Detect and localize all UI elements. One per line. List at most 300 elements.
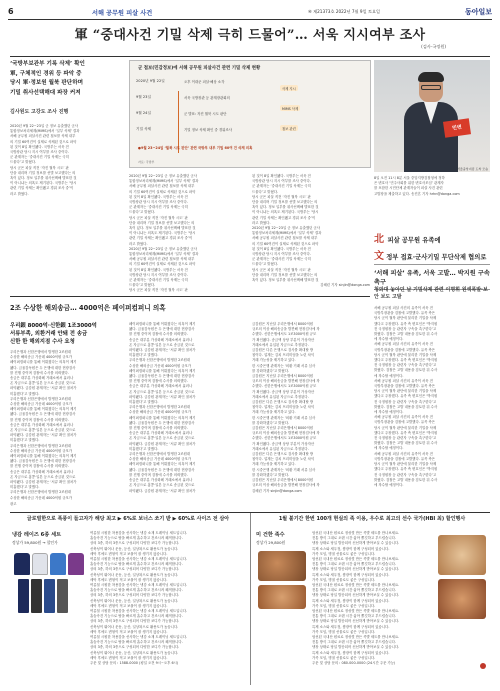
ad-line: 전통 방식 그대로 오랜 시간 삶아 쫄깃하고 부드럽습니다. — [312, 588, 396, 593]
body-line: 당시 군은 피살 직전 ‘자진 월북 시도’ 판 — [10, 165, 69, 170]
jacket-purple — [68, 553, 84, 575]
ad-line: 특제 소스와 새우젓, 쌈장이 함께 구성되어 있습니다. — [312, 624, 390, 629]
ad-line: 주문 및 상담 문의 : 080-000-0000 (24시간 주문 가능) — [312, 661, 396, 666]
body-line: 군 관계자는 ‘중대사건 기밀 삭제는 극히 — [129, 278, 188, 283]
body-line: 했다고 주장했다. 유족 측 변호인은 ‘박지원 — [374, 358, 438, 363]
pants-black — [31, 579, 42, 613]
body-line: 된 것이 8일 확인됐다. 국방부는 서욱 전 — [252, 246, 311, 251]
body-line: 된 것이 8일 확인됐다. 국방부는 서욱 전 — [10, 144, 69, 149]
body-line: 금감원은 지난달 우리은행에서 8000억원 — [252, 322, 313, 326]
ad-line: 전통 방식 그대로 오랜 시간 삶아 쫄깃하고 부드럽습니다. — [312, 536, 396, 541]
body-line: 국방부장관을 검찰에 고발했다. 유족 측은 — [374, 384, 436, 389]
ad-line: 특제 소스와 새우젓, 쌈장이 함께 구성되어 있습니다. — [312, 598, 390, 603]
ad-right-product: 미 건한 족수 — [256, 532, 285, 538]
body-line: 파악됐다. 금감원 관계자는 ‘서류 확인 절차가 — [129, 488, 196, 493]
body-line: 수했다. 신한은행에서도 1조3000억원 규모 — [252, 436, 317, 441]
body-line: 의 기밀 60여건이 실제로 삭제된 것으로 파악 — [252, 241, 319, 246]
body-line: 가 확인됐다. 송금액 상당 부분이 가상자산 — [252, 441, 315, 446]
body-line: 수상한 해외송금 가운데 4000억원 규모가 — [10, 402, 73, 407]
ad-line: 세탁 후에도 변형이 적고 보풀이 잘 생기지 않습니다. — [90, 655, 168, 660]
ad-line: 상의 3종, 하의 3종으로 구성되어 다양한 코디가 가능합니다. — [90, 593, 180, 598]
ad-line: 상의 3종, 하의 3종으로 구성되어 다양한 코디가 가능합니다. — [90, 541, 180, 546]
body-line: 침이다. 업계는 김치 프리미엄을 노린 차익 — [252, 457, 315, 462]
ad-line: 세탁 후에도 변형이 적고 보풀이 잘 생기지 않습니다. — [90, 551, 168, 556]
body-line: 수상한 해외송금 가운데 4000억원 규모가 — [129, 457, 192, 462]
ad-line: 전통 방식 그대로 오랜 시간 삶아 쫄깃하고 부드럽습니다. — [312, 614, 396, 619]
deck — [10, 60, 120, 98]
ad-line: 냉장 상태로 당일 발송되어 신선하게 받아보실 수 있습니다. — [312, 645, 400, 650]
body-line: 규모의 이상 해외송금을 발견해 현장검사에 착 — [252, 483, 320, 488]
body-line: 파악됐다. 금감원 관계자는 ‘서류 확인 절차가 — [10, 480, 77, 485]
body-line: 2020년 9월 22~23일 군 정보 유출했던 군사 — [129, 246, 198, 251]
body-line: 를 진행 중이며 검찰에 수사를 의뢰했다. — [10, 370, 69, 375]
body-line: 이 아니냐는 의혹도 제기된다. 국방부는 ‘당시 — [252, 210, 319, 215]
ad-line: 흡습속건 기능으로 땀을 빠르게 흡수하고 건조시켜 쾌적합니다. — [90, 614, 183, 619]
body-line: 서해 공무원 피살 사건의 유족이 서욱 전 — [374, 378, 433, 383]
ad-left-price: 정상가 59,800원 → 할인가 — [12, 540, 58, 545]
body-line: 혹이 있다. 정보 일부를 취사선택해 발표한 것 — [252, 205, 319, 210]
newspaper-logo: 동아일보 — [464, 7, 492, 16]
ad-line: 상의 3종, 하의 3종으로 구성되어 다양한 코디가 가능합니다. — [90, 567, 180, 572]
body-line: 당시 군은 피살 직전 ‘자진 월북 시도’ 판 — [252, 194, 311, 199]
jacket-white — [32, 553, 48, 575]
body-line: 밝혔다. 검찰은 고발 내용을 검토한 뒤 수사 — [374, 441, 438, 446]
body-line: 전 국정원장 등 관련자 구속을 촉구한다’고 — [374, 436, 437, 441]
body-line: 수상한 해외송금 가운데 4000억원 규모가 — [129, 363, 192, 368]
body-line: 페이퍼컴퍼니를 통해 이뤄졌다는 의혹이 제기 — [129, 415, 196, 420]
body-line: 파악됐다. 금감원 관계자는 ‘서류 확인 절차가 — [129, 441, 196, 446]
body-line: 금감원은 지난달 우리은행에서 8000억원 — [252, 374, 313, 379]
ad-line: 엄선된 국내산 원료로 정성껏 만든 족발 세트를 만나보세요. — [312, 531, 400, 535]
body-line: 송금은 대부분 가상화폐 거래소에서 흘러나 — [129, 384, 193, 389]
ad-line: 여름철 시원한 착용감을 선사하는 냉감 소재 트레이닝 세트입니다. — [90, 531, 188, 535]
pants-blue — [44, 579, 55, 613]
body-line: 국방장관 당시 지시 여부를 조사 중이다. — [10, 150, 69, 155]
body-line: 전 국정원장 등 관련자 구속을 촉구한다’고 — [374, 472, 437, 477]
body-line: 미흡했다’고 말했다. — [129, 400, 159, 405]
infographic-tag: MIMS 삭제 — [282, 106, 299, 111]
body-line: 파악됐다. 금감원 관계자는 ‘서류 확인 절차가 — [10, 433, 77, 438]
infographic-title: 군 첩보(민감정보)에 서해 공무원 피살사건 관련 기밀 삭제 현황 — [138, 66, 261, 71]
ad-line: 전통 방식 그대로 오랜 시간 삶아 쫄깃하고 부드럽습니다. — [312, 562, 396, 567]
pull-quote-text: 정부 접효·군사기밀 무단삭제 협의로 — [386, 254, 487, 261]
ad-line: 냉장 상태로 당일 발송되어 신선하게 받아보실 수 있습니다. — [312, 541, 400, 546]
body-line: 페이퍼컴퍼니를 통해 이뤄졌다는 의혹이 제기 — [10, 360, 77, 365]
body-line: 를 강화하겠다’고 밝혔다. — [252, 472, 290, 477]
body-line: 에 착수할 예정이다. — [374, 373, 404, 378]
deck-subline: 김사원도 고강도 조사 진행 — [10, 109, 69, 115]
ad-line: 엄선된 국내산 원료로 정성껏 만든 족발 세트를 만나보세요. — [312, 583, 400, 588]
body-line: 전 국정원장 등 관련자 구속을 촉구한다’고 — [374, 399, 437, 404]
protest-sign: 민변 — [443, 118, 471, 137]
timeline-step-time: 9월 23일 — [136, 95, 151, 99]
ad-divider — [250, 513, 251, 685]
ad-line: 특제 소스와 새우젓, 쌈장이 함께 구성되어 있습니다. — [312, 546, 390, 551]
body-line: 의 기밀 60여건이 실제로 삭제된 것으로 파악 — [129, 262, 196, 267]
pants-navy — [18, 579, 29, 613]
body-line: 송금은 대부분 가상화폐 거래소에서 흘러나 — [10, 376, 74, 381]
body-line: 2020년 9월 22~23일 군 정보 유출했던 군사 — [252, 226, 321, 231]
ad-left-product: 냉감 레이즈 6종 세트 — [12, 532, 62, 538]
body-line: 의 기밀 60여건이 실제로 삭제된 것으로 파악 — [129, 189, 196, 194]
body-line: 온 자금으로 홍콩·일본 등으로 송금된 것으로 — [129, 436, 195, 441]
body-line: 침이다. 업계는 김치 프리미엄을 노린 차익 — [252, 405, 315, 410]
photo-caption-body — [374, 176, 490, 197]
body-line: 관련 기밀 삭제는 확인됐고 경위 조사 중’이 — [129, 236, 193, 241]
body-line: 규모의 이상 해외송금을 발견해 현장검사에 착 — [252, 379, 320, 384]
section-title: 서해 공무원 피살 사건 — [92, 10, 153, 17]
pull-quote-line1 — [374, 230, 490, 245]
ad-line: 가족 모임, 명절 선물로도 좋은 구성입니다. — [312, 577, 376, 582]
body-line: 송금은 대부분 가상화폐 거래소에서 흘러나 — [10, 422, 74, 427]
story2-lead-line: 서류부족, 외환거래 안돼 전 송금 — [10, 331, 88, 337]
ad-line: 흡습속건 기능으로 땀을 빠르게 흡수하고 건조시켜 쾌적합니다. — [90, 588, 183, 593]
ad-line: 신축성이 뛰어나 운동, 등산, 일상복으로 활용도가 높습니다. — [90, 650, 179, 655]
body-line: 한 시중은행 관계자는 ‘외환 거래 서류 심사 — [252, 415, 316, 420]
body-line: 페이퍼컴퍼니를 통해 이뤄졌다는 의혹이 제기 — [129, 322, 196, 326]
body-line: 송금은 대부분 가상화폐 거래소에서 흘러나 — [129, 337, 193, 342]
body-line: 됐다. 금융감독원은 두 은행에 대한 현장검사 — [10, 412, 76, 417]
body-line: 당시 군이 월북 판단에 불리한 기밀을 삭제 — [374, 316, 437, 321]
body-line: 밝혔다. 검찰은 고발 내용을 검토한 뒤 수사 — [374, 332, 438, 337]
body-line: 를 진행 중이며 검찰에 수사를 의뢰했다. — [129, 379, 188, 384]
ad-line: 엄선된 국내산 원료로 정성껏 만든 족발 세트를 만나보세요. — [312, 609, 400, 614]
body-line: 했다고 주장했다. 유족 측 변호인은 ‘박지원 — [374, 394, 438, 399]
ad-line: 흡습속건 기능으로 땀을 빠르게 흡수하고 건조시켜 쾌적합니다. — [90, 640, 183, 645]
timeline-step-time: 기밀 삭제 — [136, 127, 152, 131]
ad-line: 세탁 후에도 변형이 적고 보풀이 잘 생기지 않습니다. — [90, 603, 168, 608]
body-line: 했다고 주장했다. 유족 측 변호인은 ‘박지원 — [374, 430, 438, 435]
body-line: 온 자금으로 홍콩·일본 등으로 송금된 것으로 — [129, 483, 195, 488]
ad-line: 엄선된 국내산 원료로 정성껏 만든 족발 세트를 만나보세요. — [312, 635, 400, 640]
body-line: 금감원은 지난달 우리은행에서 8000억원 — [252, 478, 313, 483]
body-line: 우리은행과 신한은행에서 발생한 2조원대 — [10, 396, 72, 401]
body-line: 파악됐다. 금감원 관계자는 ‘서류 확인 절차가 — [10, 386, 77, 391]
deck-line: 기밀 취사선택해대 파장 커져 — [10, 89, 81, 96]
news-photo — [374, 60, 490, 172]
body-line: 단을 내리며 기밀 정보를 선별 보고했다는 의 — [252, 200, 318, 205]
body-line: 를 진행 중이며 검찰에 수사를 의뢰했다. — [10, 417, 69, 422]
body-line: 통합정보처리체계(MIMS)에서 ‘일부 삭제’ 결과 — [252, 231, 322, 236]
ad-line: 냉장 상태로 당일 발송되어 신선하게 받아보실 수 있습니다. — [312, 567, 400, 572]
body-line: 됐다. 금융감독원은 두 은행에 대한 현장검사 — [129, 374, 195, 379]
body-line: 드물다’고 밝혔다. — [252, 262, 279, 267]
body-line: 수상한 해외송금 가운데 4000억원 규모가 — [129, 410, 192, 415]
ad-line: 신축성이 뛰어나 운동, 등산, 일상복으로 활용도가 높습니다. — [90, 624, 179, 629]
ad-line: 특제 소스와 새우젓, 쌈장이 함께 구성되어 있습니다. — [312, 572, 390, 577]
body-line: 페이퍼컴퍼니를 통해 이뤄졌다는 의혹이 제기 — [129, 462, 196, 467]
page-number: 6 — [8, 7, 14, 16]
body-line: 가 확인됐다. 송금액 상당 부분이 가상자산 — [252, 389, 315, 394]
body-line: 이 아니냐는 의혹도 제기된다. 국방부는 ‘당시 — [10, 181, 77, 186]
body-line: 밝혔다. 검찰은 고발 내용을 검토한 뒤 수사 — [374, 368, 438, 373]
body-line: 당시 군이 월북 판단에 불리한 기밀을 삭제 — [374, 389, 437, 394]
timeline-step-text: 군 발표: 자진 월북 시도 판단 — [184, 112, 227, 116]
ad-line: 세탁 후에도 변형이 적고 보풀이 잘 생기지 않습니다. — [90, 629, 168, 634]
pull-quote-line2 — [374, 247, 490, 262]
body-line: 당시 군은 피살 직전 ‘자진 월북 시도’ 판 — [252, 267, 311, 272]
pull-quote — [374, 230, 490, 262]
food-dish-image — [438, 579, 486, 619]
headline-rule — [10, 56, 490, 57]
body-line: 관련 기밀 삭제는 확인됐고 경위 조사 중’이 — [252, 215, 316, 220]
pork-trotter-image — [258, 551, 306, 581]
brand-seal-icon — [480, 663, 486, 669]
body-line: 서해 공무원 피살 사건의 유족이 서욱 전 — [374, 451, 433, 456]
body-line: 온 자금으로 홍콩·일본 등으로 송금된 것으로 — [10, 474, 76, 479]
body-line: 됐다. 금융감독원은 두 은행에 대한 현장검사 — [129, 327, 195, 332]
body-line: 국방부장관을 검찰에 고발했다. 유족 측은 — [374, 420, 436, 425]
ad-line: 가족 모임, 명절 선물로도 좋은 구성입니다. — [312, 603, 376, 608]
deck-line: ‘국방부보관부 기록 삭제’ 확인 — [10, 61, 85, 67]
body-line: 우리은행과 신한은행에서 발생한 2조원대 — [129, 358, 191, 363]
body-line: 온 자금으로 홍콩·일본 등으로 송금된 것으로 — [129, 342, 195, 347]
ad-line: 여름철 시원한 착용감을 선사하는 냉감 소재 트레이닝 세트입니다. — [90, 609, 188, 614]
body-line: 송금은 대부분 가상화폐 거래소에서 흘러나 — [10, 469, 74, 474]
body-line: 거래소에서 유입된 자금으로 추정된다. — [252, 342, 309, 347]
timeline-axis — [178, 91, 179, 153]
body-line: 금감원은 지난달 우리은행에서 8000억원 — [252, 426, 313, 431]
body-line: 혹이 있다. 정보 일부를 취사선택해 발표한 것 — [129, 226, 196, 231]
clothes-image — [14, 553, 84, 575]
body-line: 이 아니냐는 의혹도 제기된다. 국방부는 ‘당시 — [129, 231, 196, 236]
article-body-col1 — [10, 124, 124, 197]
timeline-step-text: 기밀 정보 삭제 확인 중 경위조사 — [184, 128, 232, 132]
body-line: 당시 군은 피살 직전 ‘자진 월북 시도’ 판 — [129, 288, 188, 293]
ad-line: 가족 모임, 명절 선물로도 좋은 구성입니다. — [312, 655, 376, 660]
body-line: 온 자금으로 홍콩·일본 등으로 송금된 것으로 — [10, 381, 76, 386]
body-line: 파악됐다. 금감원 관계자는 ‘서류 확인 절차가 — [129, 348, 196, 353]
body-line: 금감원은 다른 은행으로 검사를 확대할 방 — [252, 400, 314, 405]
body-line: 혹이 있다. 정보 일부를 취사선택해 발표한 것 — [10, 176, 77, 181]
story2-body-col2 — [129, 322, 247, 494]
pull-quote-emphasis: 北 — [374, 234, 384, 245]
body-line: 된 것이 8일 확인됐다. 국방부는 서욱 전 — [129, 267, 188, 272]
body-line: 됐다. 금융감독원은 두 은행에 대한 현장검사 — [129, 420, 195, 425]
ad-left-body — [90, 531, 246, 666]
body-line: 우리은행과 신한은행에서 발생한 2조원대 — [10, 350, 72, 354]
photo-caption: 서울중앙지검 도착 모습 — [457, 167, 488, 171]
body-line: 서해 공무원 피살사건 관련 첩보를 삭제 내부 — [129, 184, 195, 189]
body-line: 국방장관 당시 지시 여부를 조사 중이다. — [129, 272, 188, 277]
ad-line: 신축성이 뛰어나 운동, 등산, 일상복으로 활용도가 높습니다. — [90, 572, 179, 577]
body-line: 페이퍼컴퍼니를 통해 이뤄졌다는 의혹이 제기 — [10, 407, 77, 412]
body-line: 단을 내리며 기밀 정보를 선별 보고했다는 의 — [129, 220, 195, 225]
body-line: 규모의 이상 해외송금을 발견해 현장검사에 착 — [252, 431, 320, 436]
pull-quote-emphasis: 文 — [374, 251, 384, 262]
ad-right-body — [312, 531, 432, 666]
body-line: 서해 공무원 피살 사건의 유족이 서욱 전 — [374, 415, 433, 420]
story2-lead-line: 신한 한 해외지점 수사 요청 — [10, 339, 75, 345]
timeline-step-text: 오후 이대준 피살·해상 소각 — [184, 80, 225, 84]
body-line: 가 확인됐다. 송금액 상당 부분이 가상자산 — [252, 337, 315, 342]
issue-date: ④ 제21373호 2022년 7월 9일 토요일 — [308, 9, 381, 14]
body-line: 수상한 해외송금 가운데 4000억원 규모가 — [10, 495, 73, 500]
body-line: 파악됐다. 금감원 관계자는 ‘서류 확인 절차가 — [129, 394, 196, 399]
body-line: 당시 군은 피살 직전 ‘자진 월북 시도’ 판 — [129, 215, 188, 220]
body-line: 전 국정원장 등 관련자 구속을 촉구한다’고 — [374, 363, 437, 368]
body-line: 거래 가능성을 제기하고 있다. — [252, 358, 296, 363]
body-line: 드물다’고 밝혔다. — [129, 210, 156, 215]
advertisement — [10, 502, 490, 684]
pants-grey — [57, 579, 68, 613]
ad-line: 여름철 시원한 착용감을 선사하는 냉감 소재 트레이닝 세트입니다. — [90, 557, 188, 562]
pull-quote-text: 피살 공무원 유족에 — [387, 237, 441, 244]
body-line: 국방부장관을 검찰에 고발했다. 유족 측은 — [374, 456, 436, 461]
ad-line: 여름철 시원한 착용감을 선사하는 냉감 소재 트레이닝 세트입니다. — [90, 635, 188, 640]
sidebar-subhead-text: 청와대 놓아던 날 기밀삭제 관련 이명휘 원색폭발·보안 보도 고발 — [374, 287, 488, 300]
body-line: 미흡했다’고 말했다. — [129, 353, 159, 358]
body-line: 를 진행 중이며 검찰에 수사를 의뢰했다. — [129, 426, 188, 431]
infographic-footnote: ●9월 23~24일 ‘월북 시도 판단’ 관련 국방부 내부 기밀 60여 건 삭제 의혹 — [138, 146, 253, 150]
ad-line: 냉장 상태로 당일 발송되어 신선하게 받아보실 수 있습니다. — [312, 619, 400, 624]
body-line: 군 관계자는 ‘중대사건 기밀 삭제는 극히 — [252, 184, 311, 189]
body-line: 거래 가능성을 제기하고 있다. — [252, 410, 296, 415]
ad-line: 주문 및 상담 문의 : 1588-0000 (평일 오전 9시~오후 6시) — [90, 661, 179, 666]
body-line: 거래소에서 유입된 자금으로 추정된다. — [252, 446, 309, 451]
body-line: 미흡했다’고 말했다. — [10, 485, 40, 490]
body-line: 를 포함한 시민단체 관계자들이 피살 사건 관련 — [374, 186, 443, 191]
body-line: 미흡했다’고 말했다. — [10, 391, 40, 396]
body-line: 한 시중은행 관계자는 ‘외환 거래 서류 심사 — [252, 467, 316, 472]
ad-line: 가족 모임, 명절 선물로도 좋은 구성입니다. — [312, 551, 376, 556]
body-line: 드물다’고 밝혔다. — [129, 283, 156, 288]
timeline-step-time: 9월 24일 — [136, 111, 151, 115]
body-line: 를 강화하겠다’고 밝혔다. — [252, 420, 290, 425]
body-line: 은 변호사 ‘민주사회를 위한 변호사모임’ 관계자 — [374, 181, 444, 186]
article-body-col3-top — [252, 174, 370, 288]
body-line: 군 관계자는 ‘중대사건 기밀 삭제는 극히 — [129, 205, 188, 210]
body-line: 드물다’고 밝혔다. — [252, 189, 279, 194]
ad-line: 가족 모임, 명절 선물로도 좋은 구성입니다. — [312, 629, 376, 634]
infographic-tag: 삭제 지시 — [282, 86, 296, 91]
body-line: 우리은행과 신한은행에서 발생한 2조원대 — [10, 490, 72, 495]
ad-line: 냉장 상태로 당일 발송되어 신선하게 받아보실 수 있습니다. — [312, 593, 400, 598]
body-line: 단을 내리며 기밀 정보를 선별 보고했다는 의 — [10, 170, 76, 175]
body-line: 밝혔다. 검찰은 고발 내용을 검토한 뒤 수사 — [374, 477, 438, 482]
reporter-email: 김혜린 기자 sinjin@donga.com — [252, 488, 302, 493]
body-line: 를 진행 중이며 검찰에 수사를 의뢰했다. — [129, 332, 188, 337]
sliced-meat-image — [258, 585, 306, 609]
story2-lead-line: 우리銀 8000억·신한銀 1조3000억 — [10, 323, 97, 329]
body-line: 서해 공무원 피살 사건의 유족이 서욱 전 — [374, 306, 433, 310]
body-line: 금감원은 다른 은행으로 검사를 확대할 방 — [252, 452, 314, 457]
body-line: 를 진행 중이며 검찰에 수사를 의뢰했다. — [129, 472, 188, 477]
body-line: 금감원은 다른 은행으로 검사를 확대할 방 — [252, 348, 314, 353]
body-line: 에 착수할 예정이다. — [374, 337, 404, 342]
ad-right-title: 1월 불기간 한번 100개 현실의 족 이용, 우수로 최고의 선수 국가(HBI 최) 할인행사 — [278, 516, 466, 522]
deck-line: 軍, 구체적인 경위 등 파악 중 — [10, 70, 82, 77]
article-body-col2-top — [129, 174, 247, 294]
ad-line: 상의 3종, 하의 3종으로 구성되어 다양한 코디가 가능합니다. — [90, 619, 180, 624]
body-line: 드물다’고 밝혔다. — [10, 160, 37, 165]
body-line: 온 자금으로 홍콩·일본 등으로 송금된 것으로 — [129, 389, 195, 394]
body-line: 라고 밝혔다. — [129, 241, 148, 246]
story2-body-col1 — [10, 350, 124, 501]
timeline-step-time: 2020년 9월 22일 — [136, 79, 165, 83]
body-line: 밝혔다. 검찰은 고발 내용을 검토한 뒤 수사 — [374, 404, 438, 409]
body-line: 미흡했다’고 말했다. — [10, 438, 40, 443]
ad-line: 특제 소스와 새우젓, 쌈장이 함께 구성되어 있습니다. — [312, 650, 390, 655]
body-line: 페이퍼컴퍼니를 통해 이뤄졌다는 의혹이 제기 — [10, 454, 77, 459]
body-line: 라고 밝혔다. — [10, 191, 29, 196]
deck-line: 당시 軍·정보원 월북 판단하며 — [10, 80, 84, 87]
timeline-infographic — [129, 60, 371, 168]
body-line: 침이다. 업계는 김치 프리미엄을 노린 차익 — [252, 353, 315, 358]
body-line: 된 것이 8일 확인됐다. 국방부는 서욱 전 — [252, 174, 311, 178]
pants-image — [18, 579, 68, 613]
body-line: 미흡했다’고 말했다. — [129, 446, 159, 451]
body-line: 했다고 주장했다. 유족 측 변호인은 ‘박지원 — [374, 321, 438, 326]
timeline-step-text: 서욱 국방장관 등 관계장관회의 — [184, 96, 230, 100]
ad-line: 여름철 시원한 착용감을 선사하는 냉감 소재 트레이닝 세트입니다. — [90, 583, 188, 588]
body-line: 됐다. 금융감독원은 두 은행에 대한 현장검사 — [10, 365, 76, 370]
body-line: 온 자금으로 홍콩·일본 등으로 송금된 것으로 — [10, 428, 76, 433]
body-line: 했다고 주장했다. 유족 측 변호인은 ‘박지원 — [374, 467, 438, 472]
body-line: 에 착수할 예정이다. — [374, 482, 404, 487]
infographic-tag: 첩보 관련 — [282, 126, 296, 131]
body-line: 국방장관 당시 지시 여부를 조사 중이다. — [252, 179, 311, 184]
main-headline-block — [10, 24, 490, 50]
ad-line: 상의 3종, 하의 3종으로 구성되어 다양한 코디가 가능합니다. — [90, 645, 180, 650]
ad-line: 세탁 후에도 변형이 적고 보풀이 잘 생기지 않습니다. — [90, 577, 168, 582]
body-line: 군 관계자는 ‘중대사건 기밀 삭제는 극히 — [10, 155, 69, 160]
sidebar-subhead — [374, 286, 490, 300]
body-line: 송금은 대부분 가상화폐 거래소에서 흘러나 — [129, 431, 193, 436]
reporter-email: 김혜린 기자 sinjin@donga.com — [320, 283, 370, 288]
body-line: 2020년 9월 22~23일 군 정보 유출했던 군사 — [129, 174, 198, 178]
ad-line: 신축성이 뛰어나 운동, 등산, 일상복으로 활용도가 높습니다. — [90, 546, 179, 551]
body-line: 국방부장관을 검찰에 고발했다. 유족 측은 — [374, 311, 436, 316]
body-line: 를 진행 중이며 검찰에 수사를 의뢰했다. — [10, 464, 69, 469]
body-line: 라고 밝혔다. — [252, 220, 271, 225]
ad-line: 엄선된 국내산 원료로 정성껏 만든 족발 세트를 만나보세요. — [312, 557, 400, 562]
story2-lead — [10, 322, 128, 346]
body-line: 군 관계자는 ‘중대사건 기밀 삭제는 극히 — [252, 257, 311, 262]
body-line: 2020년 9월 22~23일 군 정보 유출했던 군사 — [10, 124, 79, 128]
main-headline: 軍 “중대사건 기밀 삭제 극히 드물어”… 서욱 지시여부 조사 — [74, 28, 426, 43]
body-line: 한 시중은행 관계자는 ‘외환 거래 서류 심사 — [252, 363, 316, 368]
ad-line: 흡습속건 기능으로 땀을 빠르게 흡수하고 건조시켜 쾌적합니다. — [90, 562, 183, 567]
body-line: 서해 공무원 피살 사건의 유족이 서욱 전 — [374, 342, 433, 347]
page-header — [8, 6, 492, 20]
ad-right-price: 정상가 29,800원 — [256, 540, 286, 545]
headline-source: (검사·국정원) — [421, 44, 446, 49]
sidebar-body — [374, 306, 490, 488]
body-line: 혹이 있다. 정보 일부를 취사선택해 발표한 것 — [252, 278, 319, 283]
body-line: 서해 공무원 피살사건 관련 첩보를 삭제 내부 — [129, 257, 195, 262]
body-line: 송금은 대부분 가상화폐 거래소에서 흘러나 — [129, 478, 193, 483]
body-line: 통합정보처리체계(MIMS)에서 ‘일부 삭제’ 결과 — [10, 129, 80, 134]
body-line: 통합정보처리체계(MIMS)에서 ‘일부 삭제’ 결과 — [129, 252, 199, 257]
story2-headline-block — [10, 302, 370, 312]
body-line: 거래소에서 유입된 자금으로 추정된다. — [252, 394, 309, 399]
ad-label: 광고 — [10, 502, 17, 506]
infographic-source: 자료: 국방부 — [138, 160, 155, 164]
ad-line: 신축성이 뛰어나 운동, 등산, 일상복으로 활용도가 높습니다. — [90, 598, 179, 603]
body-line: 국방장관 당시 지시 여부를 조사 중이다. — [129, 200, 188, 205]
body-line: 페이퍼컴퍼니를 통해 이뤄졌다는 의혹이 제기 — [129, 368, 196, 373]
body-line: 수상한 해외송금 가운데 4000억원 규모가 — [10, 355, 73, 360]
body-line: 통합정보처리체계(MIMS)에서 ‘일부 삭제’ 결과 — [129, 179, 199, 184]
body-line: 수상한 해외송금 가운데 4000억원 규모가 — [10, 448, 73, 453]
body-line: 우리은행과 신한은행에서 발생한 2조원대 — [10, 443, 72, 448]
body-line: 당시 군이 월북 판단에 불리한 기밀을 삭제 — [374, 462, 437, 467]
body-line: 됐다. 금융감독원은 두 은행에 대한 현장검사 — [129, 467, 195, 472]
body-line: 수했다. 신한은행에서도 1조3000억원 규모 — [252, 332, 317, 337]
body-line: 수했다. 신한은행에서도 1조3000억원 규모 — [252, 384, 317, 389]
body-line: 8일 오전 11시 8분 서울 중앙지방검찰청에 정하 — [374, 176, 445, 180]
